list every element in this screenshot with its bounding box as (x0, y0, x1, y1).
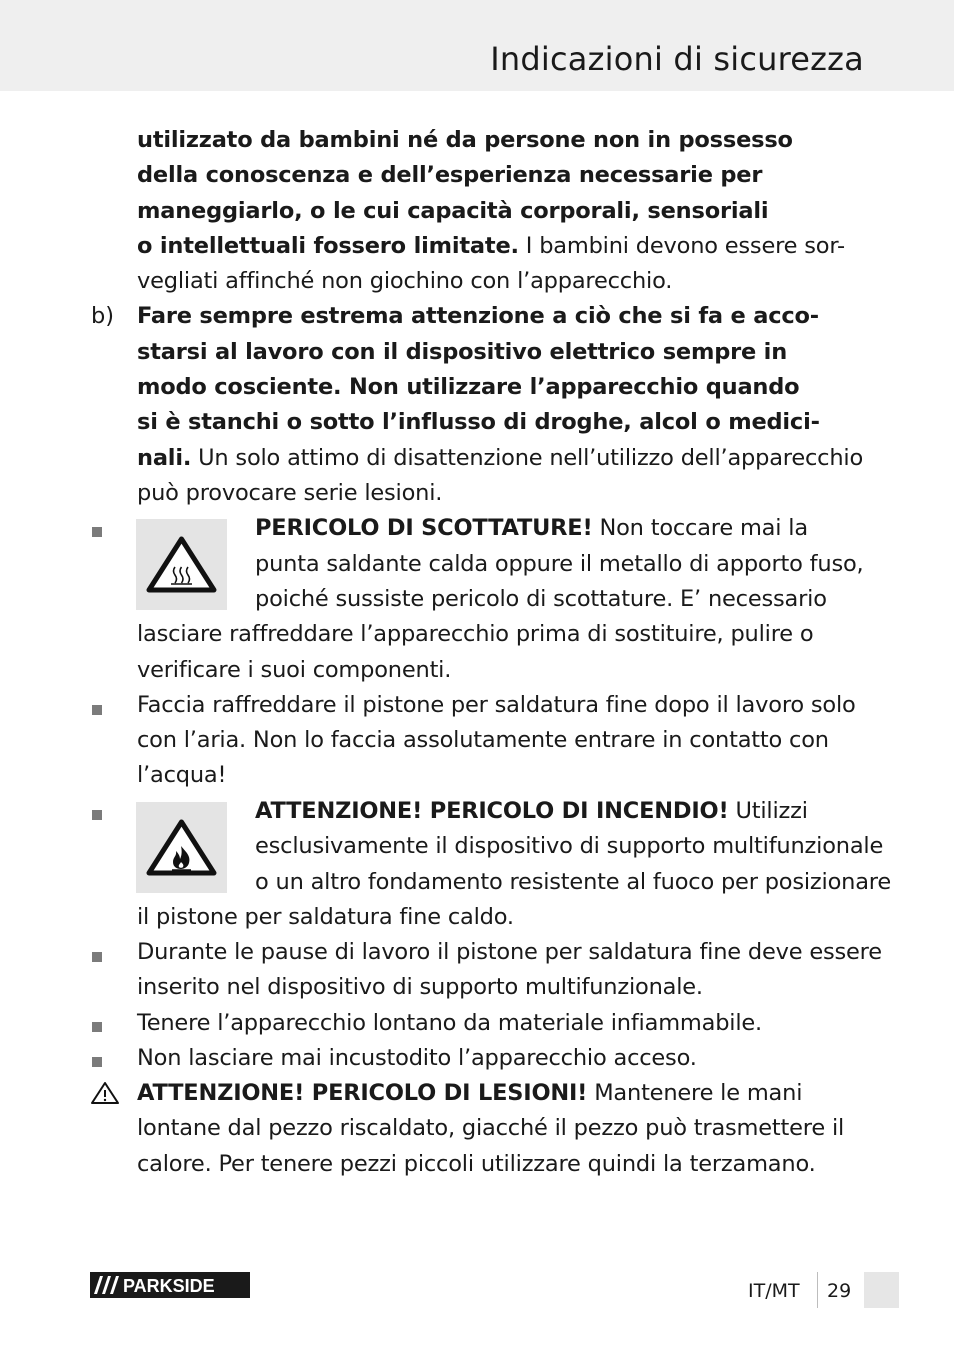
page-number: 29 (827, 1280, 852, 1302)
parkside-logo (90, 1272, 250, 1298)
text-line: o intellettuali fossero limitate. I bambini devono essere sor- (137, 233, 845, 259)
text-line: può provocare serie lesioni. (137, 480, 443, 506)
text-line: verificare i suoi componenti. (137, 657, 452, 683)
text-line: utilizzato da bambini né da persone non in possesso (137, 127, 793, 153)
text-line: PERICOLO DI SCOTTATURE! Non toccare mai la (255, 515, 808, 541)
text-line: calore. Per tenere pezzi piccoli utilizzare quindi la terzamano. (137, 1151, 816, 1177)
warning-triangle-icon (90, 1081, 120, 1105)
footer-tab (864, 1272, 899, 1308)
page-title: Indicazioni di sicurezza (490, 40, 864, 78)
text-line: Tenere l’apparecchio lontano da materiale infiammabile. (137, 1010, 762, 1036)
text-line: maneggiarlo, o le cui capacità corporali, sensoriali (137, 198, 769, 224)
text-line: ATTENZIONE! PERICOLO DI LESIONI! Mantenere le mani (137, 1080, 803, 1106)
logo-text: PARKSIDE (123, 1276, 215, 1296)
text-line: inserito nel dispositivo di supporto multifunzionale. (137, 974, 703, 1000)
bullet-square (92, 1057, 102, 1067)
text-line: modo cosciente. Non utilizzare l’apparecchio quando (137, 374, 800, 400)
text-line: il pistone per saldatura fine caldo. (137, 904, 514, 930)
text-line: Durante le pause di lavoro il pistone per saldatura fine deve essere (137, 939, 882, 965)
text-line: poiché sussiste pericolo di scottature. E’ necessario (255, 586, 827, 612)
text-line: lasciare raffreddare l’apparecchio prima di sostituire, pulire o (137, 621, 814, 647)
bullet-square (92, 810, 102, 820)
text-line: l’acqua! (137, 762, 227, 788)
language-code: IT/MT (748, 1280, 800, 1302)
text-line: si è stanchi o sotto l’influsso di droghe, alcol o medici- (137, 409, 820, 435)
text-line: Non lasciare mai incustodito l’apparecchio acceso. (137, 1045, 697, 1071)
text-line: o un altro fondamento resistente al fuoco per posizionare (255, 869, 891, 895)
list-marker-b: b) (91, 303, 115, 329)
text-line: esclusivamente il dispositivo di supporto multifunzionale (255, 833, 884, 859)
footer-divider (817, 1272, 818, 1308)
text-line: vegliati affinché non giochino con l’apparecchio. (137, 268, 673, 294)
text-line: Fare sempre estrema attenzione a ciò che si fa e acco- (137, 303, 819, 329)
text-line: della conoscenza e dell’esperienza necessarie per (137, 162, 763, 188)
text-line: con l’aria. Non lo faccia assolutamente entrare in contatto con (137, 727, 829, 753)
text-line: nali. Un solo attimo di disattenzione nell’utilizzo dell’apparecchio (137, 445, 864, 471)
text-line: punta saldante calda oppure il metallo di apporto fuso, (255, 551, 864, 577)
bullet-square (92, 705, 102, 715)
fire-warning-icon (136, 802, 227, 893)
hot-surface-warning-icon (136, 519, 227, 610)
bullet-square (92, 1022, 102, 1032)
text-line: starsi al lavoro con il dispositivo elettrico sempre in (137, 339, 788, 365)
text-line: ATTENZIONE! PERICOLO DI INCENDIO! Utilizzi (255, 798, 808, 824)
text-line: Faccia raffreddare il pistone per saldatura fine dopo il lavoro solo (137, 692, 856, 718)
text-line: lontane dal pezzo riscaldato, giacché il pezzo può trasmettere il (137, 1115, 845, 1141)
bullet-square (92, 952, 102, 962)
bullet-square (92, 527, 102, 537)
